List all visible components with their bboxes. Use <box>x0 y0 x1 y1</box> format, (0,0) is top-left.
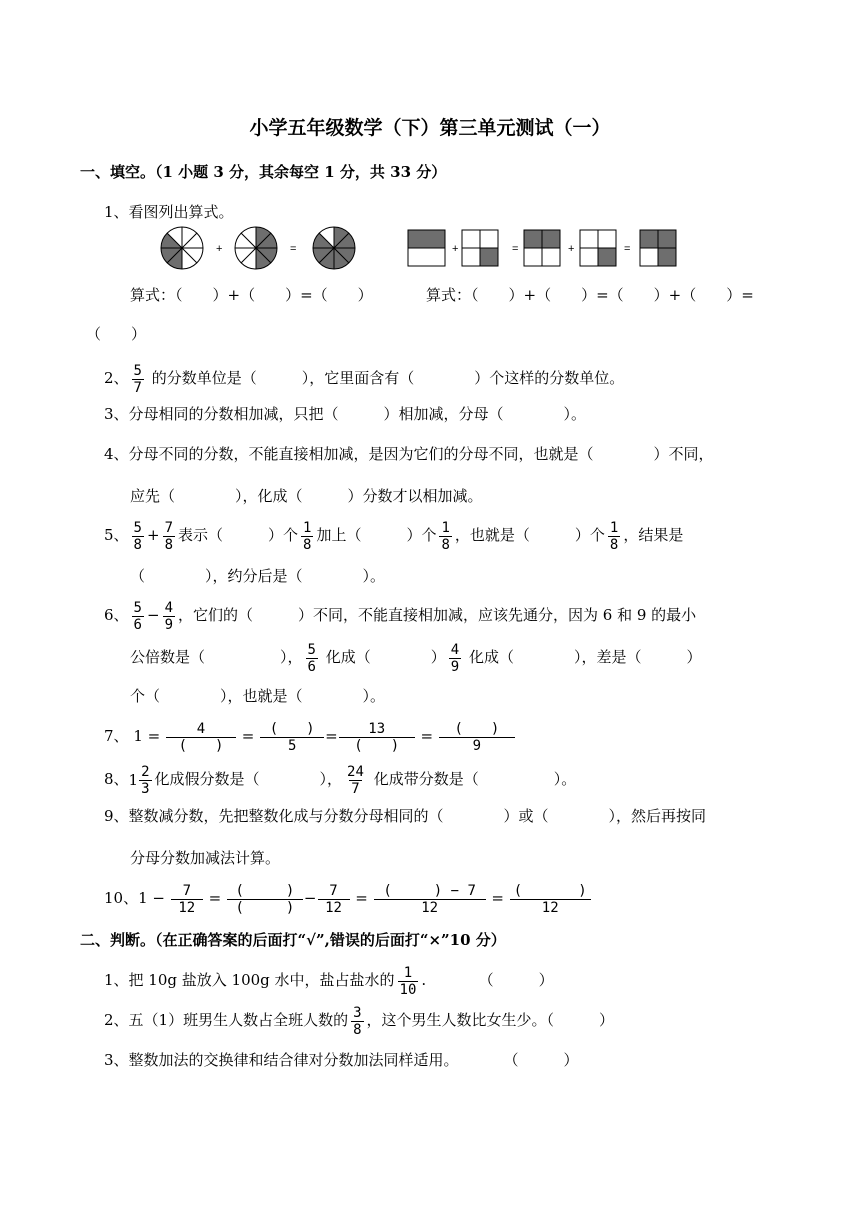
question-1-formula-left: 算式：（ ）+（ ）=（ ） <box>130 286 373 304</box>
fraction: $\frac{5}{8}$ <box>133 519 142 553</box>
question-8: 8、 1 $\frac{2}{3}$ 化成假分数是（ ）， $\frac{24}{7}$ 化成带分数是（ ）。 <box>104 760 576 799</box>
plus-sign: + <box>216 243 223 255</box>
square-5 <box>640 230 676 266</box>
fraction: $\frac{( ) - 7}{12}$ <box>376 883 484 916</box>
question-6-line-3: 个（ ），也就是（ ）。 <box>130 687 386 705</box>
square-1 <box>408 230 445 266</box>
fraction: $\frac{13}{( )}$ <box>341 721 413 754</box>
square-3 <box>524 230 560 266</box>
question-4-line-2: 应先（ ），化成（ ）分数才以相加减。 <box>130 487 483 505</box>
question-9-line-2: 分母分数加减法计算。 <box>130 849 281 867</box>
question-1-figure <box>150 222 690 274</box>
mixed-number: 1 $\frac{2}{3}$ <box>128 763 150 797</box>
question-2 <box>104 360 624 396</box>
question-1-text: 1、看图列出算式。 <box>104 203 234 221</box>
fraction: $\frac{5}{6}$ <box>307 641 316 675</box>
question-2-num: 2、 <box>104 369 129 387</box>
pie-circle-1 <box>161 227 203 269</box>
square-4 <box>580 230 616 266</box>
section-1-heading: 一、填空。（1 小题 3 分，其余每空 1 分，共 33 分） <box>80 163 447 181</box>
fraction: $\frac{4}{( )}$ <box>168 721 234 754</box>
fraction: $\frac{( )}{( )}$ <box>229 883 301 916</box>
fraction: $\frac{( )}{9}$ <box>441 721 513 754</box>
question-3: 3、分母相同的分数相加减，只把（ ）相加减，分母（ ）。 <box>104 405 587 423</box>
fraction: $\frac{1}{8}$ <box>609 519 619 553</box>
fraction: $\frac{7}{12}$ <box>173 883 201 916</box>
judge-question-3: 3、整数加法的交换律和结合律对分数加法同样适用。 （ ） <box>104 1051 579 1069</box>
judge-question-2: 2、五（1）班男生人数占全班人数的 $\frac{3}{8}$ ，这个男生人数比女生少。（ ） <box>104 1004 615 1038</box>
question-1-wrap: （ ） <box>86 325 147 343</box>
fraction: $\frac{5}{6}$ <box>133 599 142 633</box>
equals-sign: = <box>624 243 631 255</box>
fraction: $\frac{3}{8}$ <box>353 1004 362 1038</box>
fraction: $\frac{( )}{12}$ <box>512 883 589 916</box>
plus-sign: + <box>568 243 575 255</box>
question-2-text: 的分数单位是（ ），它里面含有（ ）个这样的分数单位。 <box>151 369 625 387</box>
fraction: $\frac{4}{9}$ <box>450 641 460 675</box>
fraction: $\frac{7}{8}$ <box>164 519 173 553</box>
question-7: 7、 1 = $\frac{4}{( )}$ = $\frac{( )}{5}$ = $\frac{13}{( )}$ = $\frac{( )}{9}$ <box>104 716 516 756</box>
fraction: $\frac{7}{12}$ <box>320 883 348 916</box>
equals-sign: = <box>290 243 297 255</box>
pie-circle-2 <box>235 227 277 269</box>
fraction: $\frac{1}{8}$ <box>441 519 450 553</box>
pie-circle-3 <box>313 227 355 269</box>
fraction: $\frac{4}{9}$ <box>164 599 173 633</box>
plus-sign: + <box>452 243 459 255</box>
fraction: $\frac{5}{7}$ <box>133 362 142 396</box>
fraction: $\frac{1}{10}$ <box>399 964 417 998</box>
question-6-line-2: 公倍数是（ ）， $\frac{5}{6}$ 化成（ ） $\frac{4}{9}$ 化成（ ），差是（ ） <box>130 641 702 675</box>
square-2 <box>462 230 498 266</box>
fraction: $\frac{( )}{5}$ <box>262 721 322 754</box>
question-5-line-1: 5、 $\frac{5}{8}$ + $\frac{7}{8}$ 表示（ ）个 $\frac{1}{8}$ 加上（ ）个 $\frac{1}{8}$ ，也就是（ ）个 $\frac{1}{8}$ ，结果是 <box>104 519 684 553</box>
question-4-line-1: 4、分母不同的分数，不能直接相加减，是因为它们的分母不同，也就是（ ）不同， <box>104 445 714 463</box>
judge-question-1: 1、把 10g 盐放入 100g 水中，盐占盐水的 $\frac{1}{10}$ . （ ） <box>104 964 554 998</box>
section-2-heading: 二、判断。（在正确答案的后面打“√”,错误的后面打“×”10 分） <box>80 931 506 949</box>
question-6-line-1: 6、 $\frac{5}{6}$ − $\frac{4}{9}$ ，它们的（ ）不同，不能直接相加减，应该先通分，因为 6 和 9 的最小 <box>104 599 697 633</box>
question-1-formula-right: 算式：（ ）+（ ）=（ ）+（ ）= <box>426 286 754 304</box>
page-title: 小学五年级数学（下）第三单元测试（一） <box>249 117 611 139</box>
fraction: $\frac{24}{7}$ <box>347 763 364 797</box>
question-9-line-1: 9、整数减分数，先把整数化成与分数分母相同的（ ）或（ ），然后再按同 <box>104 807 707 825</box>
equals-sign: = <box>512 243 519 255</box>
fraction: $\frac{1}{8}$ <box>303 519 312 553</box>
question-10: 10、1 − $\frac{7}{12}$ = $\frac{( )}{( )}$ − $\frac{7}{12}$ = $\frac{( ) - 7}{12}$ = $\frac{( )}{12}$ <box>104 878 592 918</box>
question-5-line-2: （ ），约分后是（ ）。 <box>130 567 386 585</box>
